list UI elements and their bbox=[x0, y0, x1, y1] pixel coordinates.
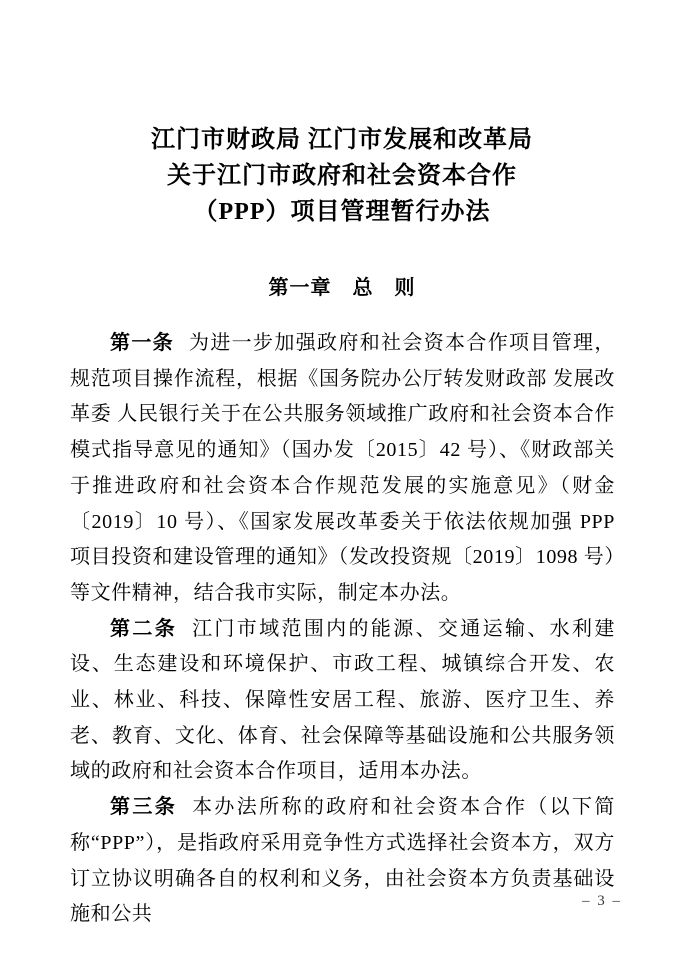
article-2-paragraph bbox=[70, 612, 615, 791]
article-1-text: 为进一步加强政府和社会资本合作项目管理，规范项目操作流程，根据《国务院办公厅转发财政部 发展改革委 人民银行关于在公共服务领域推广政府和社会资本合作模式指导意见的通知》（国办发〔2015〕42 号）、《财政部关于推进政府和社会资本合作规范发展的实施意见》（财金〔2019〕10 号）、《国家发展改革委关于依法依规加强 PPP 项目投资和建设管理的通知》（发改投资规〔2019〕1098 号）等文件精神，结合我市实际，制定本办法。 bbox=[70, 332, 615, 604]
article-3-label: 第三条 bbox=[110, 796, 178, 819]
document-title bbox=[70, 122, 614, 230]
title-line-1: 江门市财政局 江门市发展和改革局 bbox=[151, 127, 533, 153]
title-line-2: 关于江门市政府和社会资本合作 bbox=[167, 163, 517, 189]
page-number: – 3 – bbox=[582, 893, 622, 909]
title-line-3: （PPP）项目管理暂行办法 bbox=[193, 199, 491, 225]
article-1-label: 第一条 bbox=[110, 332, 175, 354]
article-3-text: 本办法所称的政府和社会资本合作（以下简称“PPP”），是指政府采用竞争性方式选择社会资本方，双方订立协议明确各自的权利和义务，由社会资本方负责基础设施和公共 bbox=[70, 796, 615, 926]
document-body bbox=[70, 326, 615, 933]
article-1-paragraph bbox=[70, 326, 615, 612]
article-2-text: 江门市域范围内的能源、交通运输、水利建设、生态建设和环境保护、市政工程、城镇综合开发、农业、林业、科技、保障性安居工程、旅游、医疗卫生、养老、教育、文化、体育、社会保障等基础设施和公共服务领域的政府和社会资本合作项目，适用本办法。 bbox=[70, 617, 615, 783]
chapter-heading: 第一章 总 则 bbox=[268, 277, 416, 299]
article-3-paragraph bbox=[70, 790, 615, 933]
article-2-label: 第二条 bbox=[110, 617, 178, 640]
